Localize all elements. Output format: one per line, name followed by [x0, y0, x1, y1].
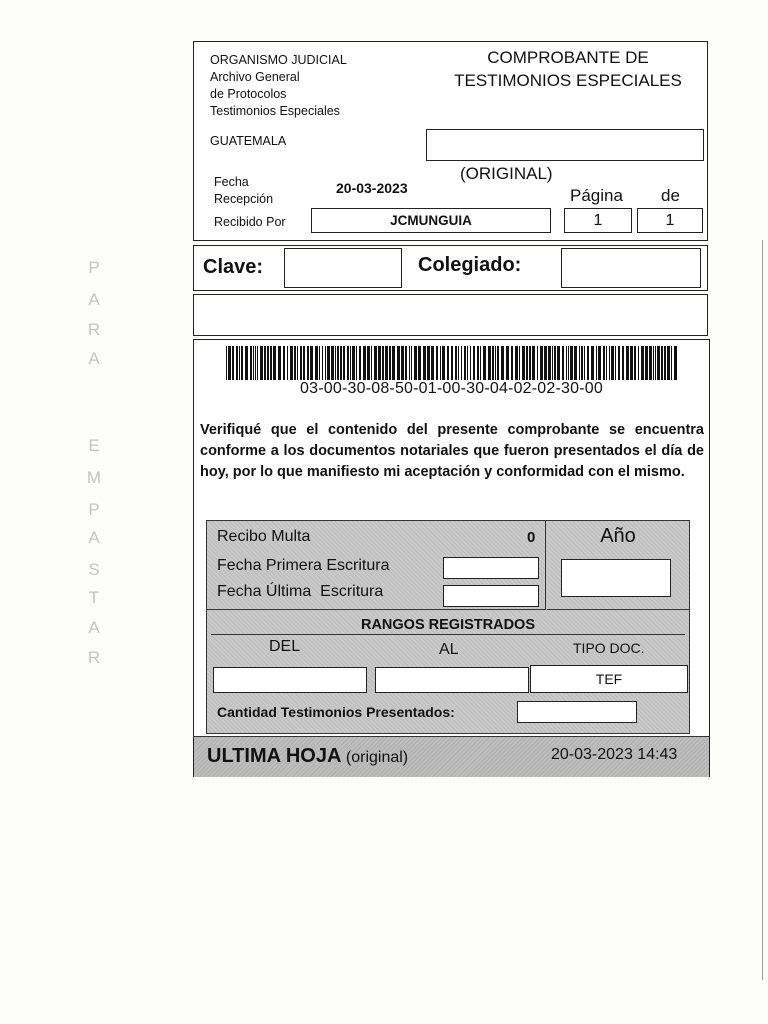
cantidad-field — [517, 701, 637, 723]
barcode-bar — [522, 346, 525, 380]
barcode-bar — [451, 346, 453, 380]
barcode-bar — [548, 346, 551, 380]
side-letter: R — [87, 648, 101, 667]
barcode-bar — [497, 346, 499, 380]
barcode-bar — [557, 346, 560, 380]
barcode-bar — [473, 346, 475, 380]
barcode-bar — [579, 346, 580, 380]
clave-field — [284, 248, 402, 288]
fecha-label-line: Recepción — [214, 192, 274, 206]
barcode-bar — [488, 346, 491, 380]
barcode-bar — [511, 346, 513, 380]
barcode-bar — [596, 346, 597, 380]
side-letter: P — [88, 258, 100, 277]
barcode-bar — [409, 346, 410, 380]
barcode-bar — [310, 346, 313, 380]
barcode-bar — [464, 346, 466, 380]
barcode-bar — [331, 346, 334, 380]
barcode-bar — [343, 346, 345, 380]
barcode-bar — [519, 346, 520, 380]
barcode-bar — [319, 346, 320, 380]
barcode-bar — [423, 346, 426, 380]
barcode-bar — [335, 346, 336, 380]
barcode-bar — [618, 346, 620, 380]
barcode-bar — [492, 346, 494, 380]
barcode-bar — [226, 346, 227, 380]
barcode-bar — [436, 346, 438, 380]
barcode-bar — [584, 346, 585, 380]
side-letter: S — [88, 560, 100, 579]
barcode-bar — [405, 346, 407, 380]
barcode-bar — [414, 346, 417, 380]
barcode-bar — [515, 346, 518, 380]
barcode-bar — [495, 346, 496, 380]
fecha-value: 20-03-2023 — [336, 180, 408, 196]
barcode-bar — [537, 346, 538, 380]
al-label: AL — [439, 641, 459, 658]
primera-escritura-field — [443, 557, 539, 579]
barcode-bar — [374, 346, 377, 380]
barcode-bar — [649, 346, 652, 380]
ultima-escritura-field — [443, 585, 539, 607]
location-label: GUATEMALA — [210, 134, 287, 148]
main-section — [193, 339, 710, 777]
ultima-escritura-label: Fecha Última Escritura — [217, 583, 384, 600]
barcode-bar — [598, 346, 601, 380]
barcode-bar — [526, 346, 528, 380]
barcode-bar — [382, 346, 384, 380]
barcode-bar — [356, 346, 357, 380]
barcode-bar — [294, 346, 296, 380]
barcode-bar — [506, 346, 509, 380]
side-letter: E — [88, 436, 100, 455]
anio-label: Año — [600, 525, 636, 547]
barcode-bar — [461, 346, 462, 380]
barcode-bar — [250, 346, 252, 380]
barcode-bar — [562, 346, 564, 380]
barcode-bar — [278, 346, 281, 380]
copy-label: (ORIGINAL) — [460, 164, 553, 183]
tipo-doc-label: TIPO DOC. — [573, 640, 645, 656]
barcode-bar — [385, 346, 388, 380]
barcode-bar — [352, 346, 355, 380]
barcode-bar — [570, 346, 573, 380]
organization-block — [210, 52, 347, 120]
barcode-bar — [389, 346, 391, 380]
barcode-bar — [501, 346, 504, 380]
clave-section — [193, 245, 708, 291]
multa-area — [207, 521, 546, 610]
barcode-bar — [287, 346, 288, 380]
blank-section — [193, 294, 708, 336]
barcode-graphic — [226, 346, 680, 380]
barcode-bar — [477, 346, 479, 380]
scan-edge-line — [762, 240, 763, 980]
barcode-bar — [554, 346, 556, 380]
barcode-bar — [363, 346, 366, 380]
de-value: 1 — [637, 208, 703, 233]
side-letter: A — [88, 349, 100, 368]
barcode-bar — [641, 346, 644, 380]
anio-area — [547, 521, 689, 610]
barcode-bar — [350, 346, 351, 380]
barcode-bar — [327, 346, 330, 380]
declaration-text: Verifiqué que el contenido del presente comprobante se encuentra conforme a los documentos notariales que fueron presentados el día de hoy, por lo que manifiesto mi aceptación y conformidad con el mismo. — [200, 422, 704, 480]
pagina-value: 1 — [564, 208, 632, 233]
barcode-bar — [574, 346, 577, 380]
barcode-bar — [657, 346, 660, 380]
barcode-bar — [615, 346, 616, 380]
barcode-bar — [241, 346, 243, 380]
barcode-bar — [232, 346, 234, 380]
barcode-bar — [458, 346, 459, 380]
barcode-bar — [622, 346, 624, 380]
org-line: de Protocolos — [210, 87, 287, 101]
barcode-number: 03-00-30-08-50-01-00-30-04-02-02-30-00 — [300, 380, 603, 397]
barcode-bar — [455, 346, 457, 380]
barcode-bar — [470, 346, 471, 380]
barcode-bar — [257, 346, 258, 380]
clave-label: Clave: — [203, 256, 264, 278]
barcode-bar — [440, 346, 441, 380]
barcode-bar — [638, 346, 639, 380]
barcode-bar — [297, 346, 298, 380]
barcode-bar — [483, 346, 486, 380]
barcode-bar — [667, 346, 670, 380]
barcode-bar — [367, 346, 370, 380]
recibido-label: Recibido Por — [214, 215, 286, 229]
barcode-bar — [411, 346, 412, 380]
barcode-bar — [606, 346, 607, 380]
header-section — [193, 41, 708, 241]
rangos-title: RANGOS REGISTRADOS — [360, 617, 535, 633]
footer-strip — [194, 736, 709, 777]
barcode-bar — [371, 346, 372, 380]
barcode-bar — [626, 346, 629, 380]
del-field — [213, 667, 367, 693]
barcode-bar — [664, 346, 666, 380]
barcode-bar — [634, 346, 636, 380]
barcode-bar — [447, 346, 449, 380]
barcode-bar — [671, 346, 672, 380]
pagina-label: Página — [570, 186, 623, 205]
footer-timestamp: 20-03-2023 14:43 — [551, 746, 678, 763]
barcode-bar — [611, 346, 614, 380]
barcode-bar — [340, 346, 342, 380]
org-line: Archivo General — [210, 70, 300, 84]
barcode-bar — [273, 346, 276, 380]
barcode-bar — [480, 346, 481, 380]
side-letter: A — [88, 618, 100, 637]
barcode-bar — [427, 346, 430, 380]
del-label: DEL — [269, 638, 301, 655]
barcode-bar — [347, 346, 349, 380]
barcode-bar — [253, 346, 254, 380]
barcode-bar — [260, 346, 263, 380]
side-letter: P — [88, 500, 100, 519]
barcode-bar — [540, 346, 543, 380]
barcode-bar — [467, 346, 468, 380]
footer-title — [207, 745, 408, 768]
barcode-bar — [431, 346, 434, 380]
barcode-bar — [581, 346, 583, 380]
barcode-bar — [655, 346, 656, 380]
fecha-label-line: Fecha — [214, 175, 249, 189]
cantidad-label: Cantidad Testimonios Presentados: — [217, 704, 455, 720]
barcode-bar — [325, 346, 326, 380]
ultima-hoja-label: ULTIMA HOJA — [207, 745, 342, 767]
barcode-bar — [645, 346, 648, 380]
title-line: COMPROBANTE DE — [487, 48, 649, 67]
barcode-bar — [442, 346, 445, 380]
anio-field — [561, 559, 671, 597]
barcode-bar — [303, 346, 305, 380]
barcode-bar — [255, 346, 256, 380]
title-line: TESTIMONIOS ESPECIALES — [454, 71, 682, 90]
barcode-bar — [568, 346, 569, 380]
barcode-bar — [300, 346, 302, 380]
recibo-multa-label: Recibo Multa — [217, 528, 311, 545]
side-letter: M — [86, 468, 102, 487]
barcode-bar — [239, 346, 240, 380]
barcode-bar — [267, 346, 269, 380]
barcode-bar — [322, 346, 323, 380]
barcode-bar — [270, 346, 272, 380]
barcode-bar — [529, 346, 531, 380]
document-title — [434, 46, 702, 92]
barcode-bar — [283, 346, 285, 380]
barcode-bar — [674, 346, 677, 380]
barcode-bar — [264, 346, 266, 380]
side-letter: T — [88, 588, 100, 607]
colegiado-field — [561, 248, 701, 288]
colegiado-label: Colegiado: — [418, 254, 522, 276]
barcode-bar — [359, 346, 361, 380]
barcode-bar — [653, 346, 654, 380]
side-letter: R — [87, 320, 101, 339]
recibido-value: JCMUNGUIA — [311, 208, 551, 233]
barcode-bar — [228, 346, 231, 380]
barcode-bar — [397, 346, 400, 380]
barcode-bar — [315, 346, 318, 380]
barcode-bar — [245, 346, 248, 380]
barcode-bar — [603, 346, 605, 380]
al-field — [375, 667, 529, 693]
barcode-bar — [532, 346, 535, 380]
rangos-divider — [211, 634, 685, 635]
barcode-bar — [552, 346, 553, 380]
barcode-bar — [307, 346, 309, 380]
barcode-bar — [418, 346, 421, 380]
barcode-bar — [566, 346, 567, 380]
org-line: Testimonios Especiales — [210, 104, 340, 118]
barcode-bar — [290, 346, 293, 380]
tipo-doc-value: TEF — [530, 665, 688, 693]
details-panel — [206, 520, 690, 734]
barcode-bar — [378, 346, 381, 380]
barcode-bar — [337, 346, 339, 380]
barcode-bar — [591, 346, 594, 380]
barcode-bar — [401, 346, 404, 380]
barcode-bar — [609, 346, 610, 380]
barcode-bar — [587, 346, 589, 380]
header-blank-field — [426, 129, 704, 161]
org-line: ORGANISMO JUDICIAL — [210, 53, 347, 67]
barcode-bar — [544, 346, 547, 380]
barcode-bar — [630, 346, 633, 380]
side-letter: A — [88, 528, 100, 547]
de-label: de — [661, 186, 680, 205]
primera-escritura-label: Fecha Primera Escritura — [217, 557, 390, 574]
side-letter: A — [88, 290, 100, 309]
fecha-label — [214, 174, 273, 208]
barcode-bar — [661, 346, 663, 380]
recibo-multa-value: 0 — [527, 529, 536, 546]
barcode-bar — [392, 346, 395, 380]
barcode-bar — [236, 346, 238, 380]
original-copy-label: (original) — [345, 749, 409, 766]
